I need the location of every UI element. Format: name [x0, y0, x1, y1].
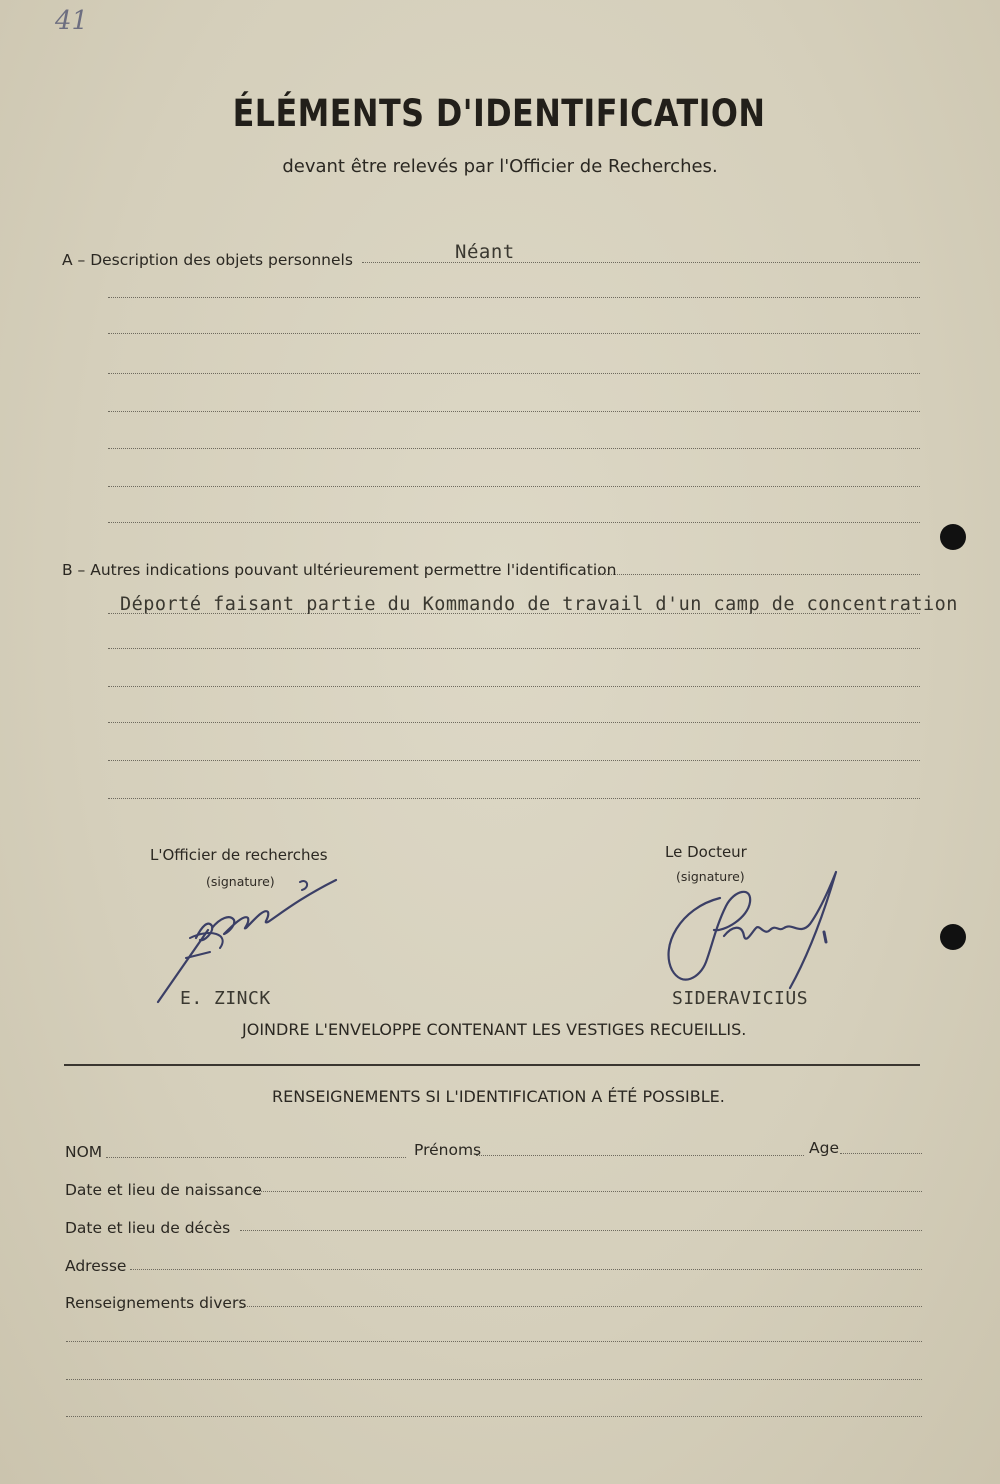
corner-handwritten-number: 41 — [55, 6, 89, 36]
section-a-line-3 — [108, 333, 920, 334]
doctor-name: SIDERAVICIUS — [672, 988, 809, 1009]
form-subtitle: devant être relevés par l'Officier de Recherches. — [282, 156, 718, 177]
section-a-line-7 — [108, 486, 920, 487]
officer-signature-label: (signature) — [206, 874, 275, 889]
divers-field-line-2 — [66, 1341, 922, 1342]
section-b-label: B – Autres indications pouvant ultérieurement permettre l'identification — [62, 561, 617, 579]
enclosure-note: JOINDRE L'ENVELOPPE CONTENANT LES VESTIGES RECUEILLIS. — [242, 1020, 747, 1039]
officer-title: L'Officier de recherches — [150, 846, 328, 864]
section-a-value: Néant — [455, 241, 515, 263]
naissance-label: Date et lieu de naissance — [65, 1181, 262, 1199]
section-b-line-1 — [108, 613, 920, 614]
section-a-line-4 — [108, 373, 920, 374]
punch-hole-bottom — [940, 924, 966, 950]
section-a-line-1 — [362, 262, 920, 263]
punch-hole-top — [940, 524, 966, 550]
adresse-label: Adresse — [65, 1257, 127, 1275]
doctor-signature-label: (signature) — [676, 869, 745, 884]
deces-label: Date et lieu de décès — [65, 1219, 231, 1237]
officer-name: E. ZINCK — [180, 988, 271, 1009]
age-label: Age — [809, 1139, 839, 1157]
divers-field-line-1 — [240, 1306, 922, 1307]
divers-label: Renseignements divers — [65, 1294, 247, 1312]
form-title: ÉLÉMENTS D'IDENTIFICATION — [232, 92, 766, 135]
prenoms-label: Prénoms — [414, 1141, 482, 1159]
divers-field-line-4 — [66, 1416, 922, 1417]
section-a-line-5 — [108, 411, 920, 412]
prenoms-field-line — [476, 1155, 804, 1156]
section-b-value: Déporté faisant partie du Kommando de travail d'un camp de concentration — [120, 594, 958, 615]
naissance-field-line — [252, 1191, 922, 1192]
section-b-line-3 — [108, 686, 920, 687]
section-a-line-8 — [108, 522, 920, 523]
age-field-line — [840, 1153, 922, 1154]
section-b-line-5 — [108, 760, 920, 761]
deces-field-line — [240, 1230, 922, 1231]
doctor-title: Le Docteur — [665, 843, 747, 861]
section-b-line-4 — [108, 722, 920, 723]
section-b-line-6 — [108, 798, 920, 799]
section-a-line-2 — [108, 297, 920, 298]
section-a-label: A – Description des objets personnels — [62, 251, 353, 269]
nom-field-line — [106, 1157, 406, 1158]
divers-field-line-3 — [66, 1379, 922, 1380]
doctor-signature-mark — [660, 866, 850, 996]
nom-label: NOM — [65, 1143, 103, 1161]
section-divider — [64, 1064, 920, 1066]
section-b-line-2 — [108, 648, 920, 649]
section-b-line-0 — [598, 574, 920, 575]
identification-heading: RENSEIGNEMENTS SI L'IDENTIFICATION A ÉTÉ POSSIBLE. — [272, 1087, 725, 1106]
officer-signature-mark — [150, 868, 350, 1008]
adresse-field-line — [130, 1269, 922, 1270]
section-a-line-6 — [108, 448, 920, 449]
